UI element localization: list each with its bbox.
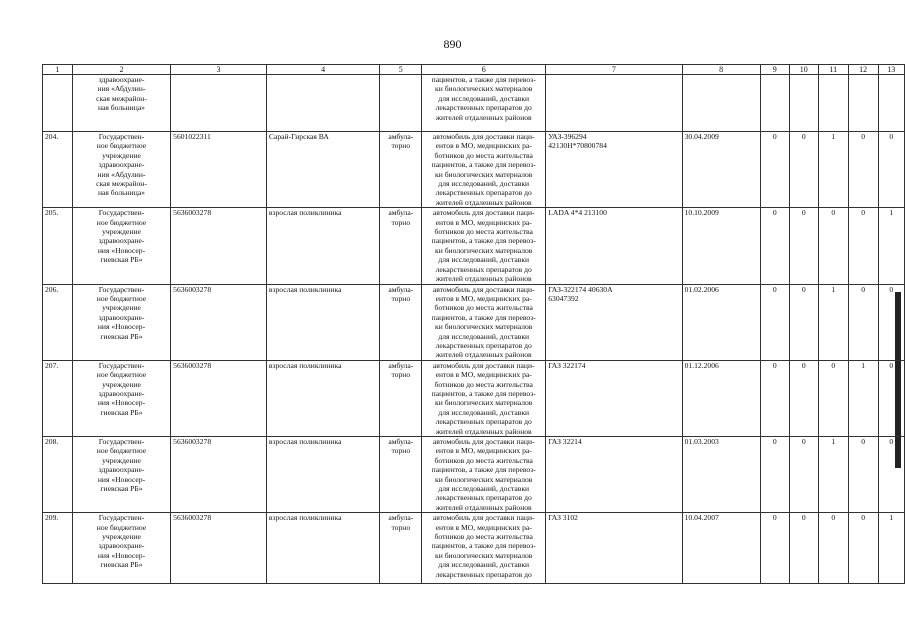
count-cell-10: 0 (789, 208, 818, 284)
row-number: 204. (43, 132, 73, 208)
inn-cell (171, 75, 267, 132)
care-type-cell: амбула- торно (380, 360, 422, 436)
count-cell-10 (789, 75, 818, 132)
column-header: 2 (72, 65, 170, 75)
count-cell-11 (818, 75, 848, 132)
count-cell-11: 1 (818, 284, 848, 360)
vehicle-cell: ГАЗ 322174 (546, 360, 682, 436)
count-cell-11: 0 (818, 208, 848, 284)
column-header: 7 (546, 65, 682, 75)
count-cell-13: 0 (878, 360, 904, 436)
organization-cell: Государствен- ное бюджетное учреждение здравоохране- ния «Новосер- гиевская РБ» (72, 513, 170, 584)
unit-cell (266, 75, 379, 132)
vehicle-cell (546, 75, 682, 132)
table-row (43, 513, 905, 584)
table-row (43, 132, 905, 208)
column-header: 4 (266, 65, 379, 75)
column-header: 1 (43, 65, 73, 75)
vehicle-cell: LADA 4*4 213100 (546, 208, 682, 284)
care-type-cell: амбула- торно (380, 284, 422, 360)
count-cell-11: 0 (818, 513, 848, 584)
date-cell: 01.02.2006 (682, 284, 760, 360)
row-number: 206. (43, 284, 73, 360)
count-cell-9 (760, 75, 789, 132)
column-header: 8 (682, 65, 760, 75)
count-cell-12: 1 (848, 360, 878, 436)
organization-cell: Государствен- ное бюджетное учреждение здравоохране- ния «Абдулин- ская межрайон- ная больница» (72, 132, 170, 208)
date-cell: 01.12.2006 (682, 360, 760, 436)
purpose-cell: автомобиль для доставки паци- ентов в МО, медицинских ра- ботников до места жительства пациентов, а также для перевоз- ки биологических материалов для исследований, доставки лекарственных препаратов до жителей отдаленных районов (422, 360, 546, 436)
vehicle-table (42, 64, 905, 584)
organization-cell: Государствен- ное бюджетное учреждение здравоохране- ния «Новосер- гиевская РБ» (72, 284, 170, 360)
organization-cell: Государствен- ное бюджетное учреждение здравоохране- ния «Новосер- гиевская РБ» (72, 360, 170, 436)
vehicle-cell: УАЗ-396294 42130Н*70800784 (546, 132, 682, 208)
purpose-cell: автомобиль для доставки паци- ентов в МО, медицинских ра- ботников до места жительства пациентов, а также для перевоз- ки биологических материалов для исследований, доставки лекарственных препаратов до (422, 513, 546, 584)
column-header: 11 (818, 65, 848, 75)
count-cell-10: 0 (789, 132, 818, 208)
count-cell-9: 0 (760, 360, 789, 436)
vehicle-cell: ГАЗ 3102 (546, 513, 682, 584)
care-type-cell: амбула- торно (380, 208, 422, 284)
count-cell-12: 0 (848, 208, 878, 284)
vehicle-cell: ГАЗ 32214 (546, 437, 682, 513)
inn-cell: 5636003278 (171, 437, 267, 513)
inn-cell: 5636003278 (171, 360, 267, 436)
care-type-cell: амбула- торно (380, 132, 422, 208)
purpose-cell: автомобиль для доставки паци- ентов в МО, медицинских ра- ботников до места жительства пациентов, а также для перевоз- ки биологических материалов для исследований, доставки лекарственных препаратов до жителей отдаленных районов (422, 437, 546, 513)
date-cell: 10.04.2007 (682, 513, 760, 584)
row-number: 209. (43, 513, 73, 584)
purpose-cell: автомобиль для доставки паци- ентов в МО, медицинских ра- ботников до места жительства пациентов, а также для перевоз- ки биологических материалов для исследований, доставки лекарственных препаратов до жителей отдаленных районов (422, 208, 546, 284)
column-header: 3 (171, 65, 267, 75)
table-row (43, 360, 905, 436)
care-type-cell (380, 75, 422, 132)
count-cell-13: 0 (878, 284, 904, 360)
count-cell-12: 0 (848, 437, 878, 513)
unit-cell: взрослая поликлиника (266, 208, 379, 284)
column-header: 10 (789, 65, 818, 75)
count-cell-13: 1 (878, 208, 904, 284)
organization-cell: здравоохране- ния «Абдулин- ская межрайон- ная больница» (72, 75, 170, 132)
date-cell: 10.10.2009 (682, 208, 760, 284)
inn-cell: 5636003278 (171, 284, 267, 360)
table-row (43, 284, 905, 360)
count-cell-9: 0 (760, 208, 789, 284)
count-cell-10: 0 (789, 437, 818, 513)
date-cell (682, 75, 760, 132)
count-cell-13: 0 (878, 132, 904, 208)
count-cell-12: 0 (848, 132, 878, 208)
unit-cell: взрослая поликлиника (266, 437, 379, 513)
inn-cell: 5601022311 (171, 132, 267, 208)
row-number: 208. (43, 437, 73, 513)
column-header: 13 (878, 65, 904, 75)
table-row (43, 208, 905, 284)
care-type-cell: амбула- торно (380, 437, 422, 513)
inn-cell: 5636003278 (171, 513, 267, 584)
column-header: 5 (380, 65, 422, 75)
count-cell-12 (848, 75, 878, 132)
organization-cell: Государствен- ное бюджетное учреждение здравоохране- ния «Новосер- гиевская РБ» (72, 437, 170, 513)
count-cell-11: 1 (818, 437, 848, 513)
count-cell-9: 0 (760, 513, 789, 584)
date-cell: 01.03.2003 (682, 437, 760, 513)
column-number-row (43, 65, 905, 75)
count-cell-9: 0 (760, 284, 789, 360)
unit-cell: взрослая поликлиника (266, 513, 379, 584)
row-number (43, 75, 73, 132)
unit-cell: взрослая поликлиника (266, 284, 379, 360)
column-header: 9 (760, 65, 789, 75)
purpose-cell: автомобиль для доставки паци- ентов в МО, медицинских ра- ботников до места жительства пациентов, а также для перевоз- ки биологических материалов для исследований, доставки лекарственных препаратов до жителей отдаленных районов (422, 284, 546, 360)
count-cell-12: 0 (848, 284, 878, 360)
purpose-cell: пациентов, а также для перевоз- ки биологических материалов для исследований, доставки лекарственных препаратов до жителей отдаленных районов (422, 75, 546, 132)
count-cell-13 (878, 75, 904, 132)
care-type-cell: амбула- торно (380, 513, 422, 584)
table-row-continuation (43, 75, 905, 132)
count-cell-11: 1 (818, 132, 848, 208)
page-number: 890 (443, 37, 462, 51)
count-cell-13: 0 (878, 437, 904, 513)
table-row (43, 437, 905, 513)
count-cell-10: 0 (789, 513, 818, 584)
purpose-cell: автомобиль для доставки паци- ентов в МО, медицинских ра- ботников до места жительства пациентов, а также для перевоз- ки биологических материалов для исследований, доставки лекарственных препаратов до жителей отдаленных районов (422, 132, 546, 208)
unit-cell: взрослая поликлиника (266, 360, 379, 436)
count-cell-9: 0 (760, 437, 789, 513)
count-cell-10: 0 (789, 284, 818, 360)
unit-cell: Сарай-Гирская ВА (266, 132, 379, 208)
count-cell-11: 0 (818, 360, 848, 436)
count-cell-13: 1 (878, 513, 904, 584)
column-header: 6 (422, 65, 546, 75)
count-cell-12: 0 (848, 513, 878, 584)
column-header: 12 (848, 65, 878, 75)
vehicle-cell: ГАЗ-322174 40630А 63047392 (546, 284, 682, 360)
organization-cell: Государствен- ное бюджетное учреждение здравоохране- ния «Новосер- гиевская РБ» (72, 208, 170, 284)
row-number: 205. (43, 208, 73, 284)
date-cell: 30.04.2009 (682, 132, 760, 208)
inn-cell: 5636003278 (171, 208, 267, 284)
count-cell-10: 0 (789, 360, 818, 436)
row-number: 207. (43, 360, 73, 436)
count-cell-9: 0 (760, 132, 789, 208)
